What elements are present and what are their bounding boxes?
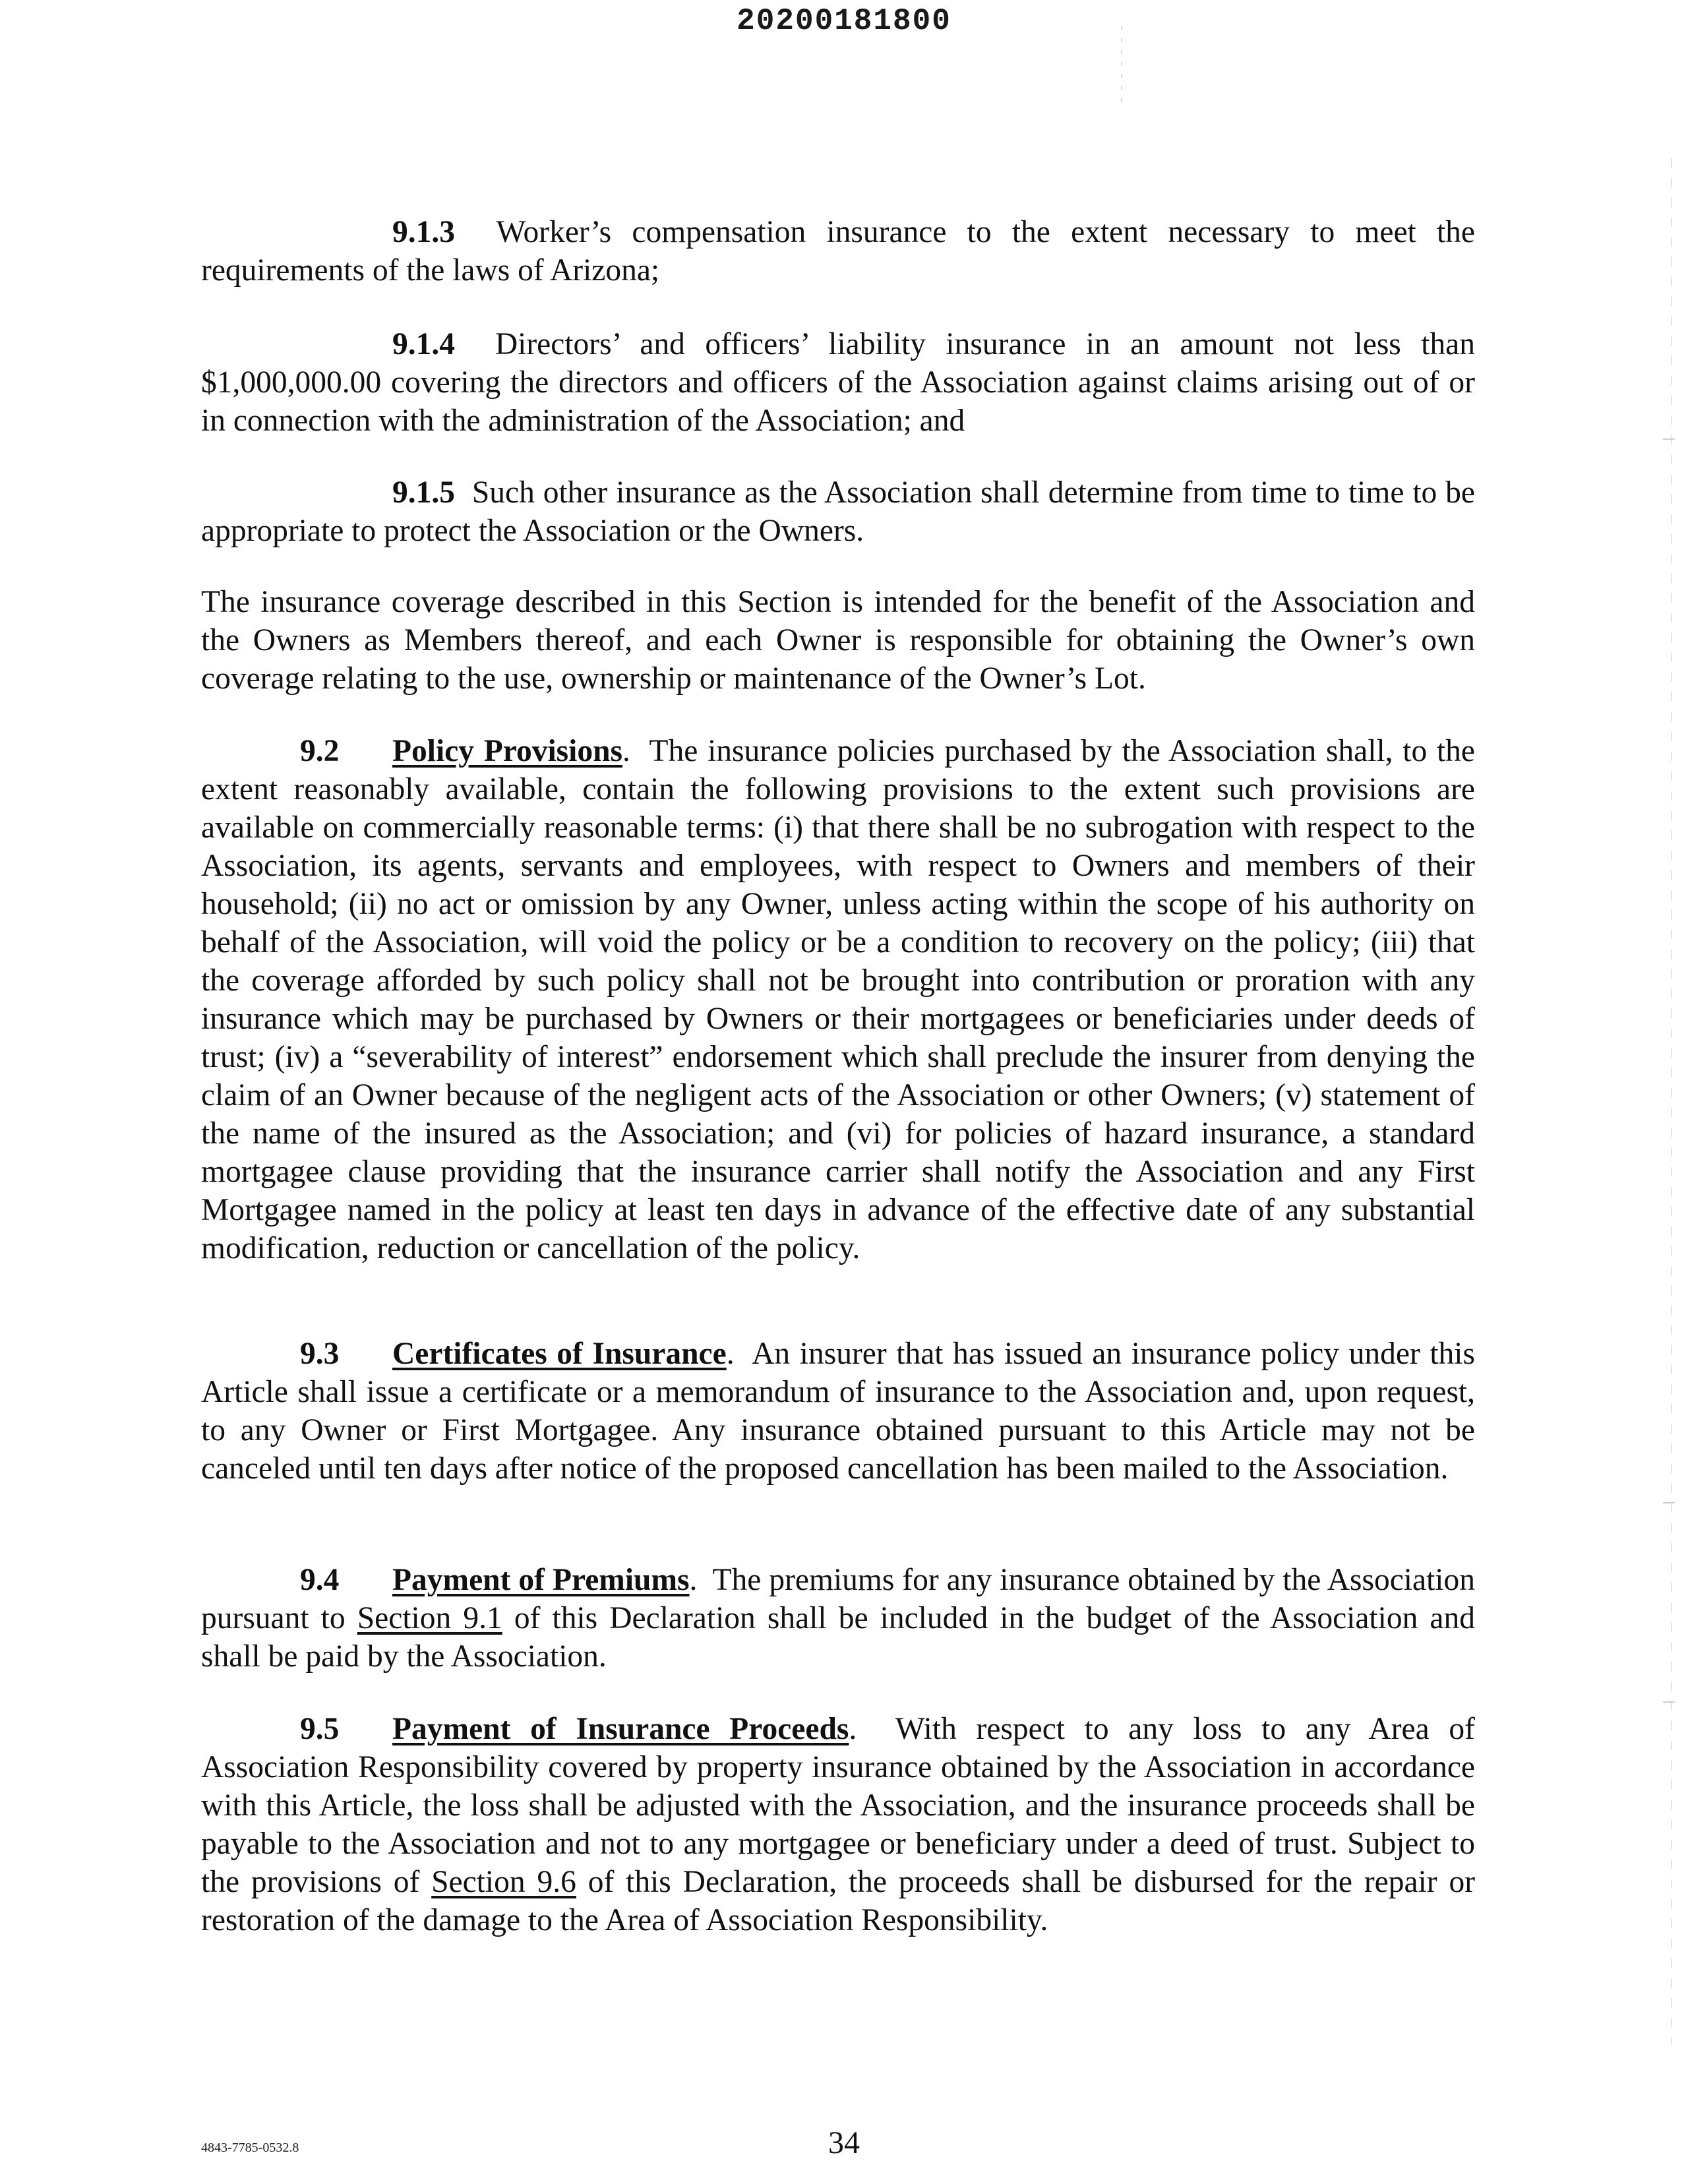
section-title: Policy Provisions xyxy=(392,734,622,768)
cross-reference-link[interactable]: Section 9.6 xyxy=(431,1865,576,1899)
section-text: Directors’ and officers’ liability insurance in an amount not less than $1,000,000.00 covering the directors and officers of the Association against claims arising out of or in connection with the administration of the Association; and xyxy=(201,327,1475,438)
scanner-tick-mark xyxy=(1663,1502,1675,1503)
recording-number: 20200181800 xyxy=(737,4,951,38)
scanner-edge-mark xyxy=(1671,158,1672,2044)
section-text: An insurer that has issued an insurance policy under this Article shall issue a certificate or a memorandum of insurance to the Association and, upon request, to any Owner or First Mortgagee. Any insurance obtained pursuant to this Article may not be canceled until ten days after notice of the proposed cancellation has been mailed to the Association. xyxy=(201,1337,1475,1486)
paragraph-9-1-5 xyxy=(201,473,1475,550)
paragraph-coverage-note xyxy=(201,583,1475,698)
section-number: 9.1.5 xyxy=(392,475,455,510)
paragraph-9-1-3 xyxy=(201,213,1475,289)
document-id: 4843-7785-0532.8 xyxy=(201,2140,299,2155)
scanner-tick-mark xyxy=(1121,26,1122,106)
section-number: 9.4 xyxy=(300,1563,340,1597)
section-title: Certificates of Insurance xyxy=(392,1337,727,1371)
paragraph-9-1-4 xyxy=(201,325,1475,440)
section-title: Payment of Insurance Proceeds xyxy=(392,1712,849,1746)
section-number: 9.3 xyxy=(300,1337,340,1371)
coverage-note-text: The insurance coverage described in this Section is intended for the benefit of the Association and the Owners as Members thereof, and each Owner is responsible for obtaining the Owner’s own coverage relating to the use, ownership or maintenance of the Owner’s Lot. xyxy=(201,585,1475,696)
cross-reference-link[interactable]: Section 9.1 xyxy=(357,1601,502,1635)
paragraph-9-4: 9.4 Payment of Premiums. The premiums for any insurance obtained by the Association pursuant to Section 9.1 of this Declaration shall be included in the budget of the Association and shall be paid by the Association. xyxy=(201,1561,1475,1676)
paragraph-9-5: 9.5 Payment of Insurance Proceeds. With respect to any loss to any Area of Association Responsibility covered by property insurance obtained by the Association in accordance with this Article, the loss shall be adjusted with the Association, and the insurance proceeds shall be payable to the Association and not to any mortgagee or beneficiary under a deed of trust. Subject to the provisions of Section 9.6 of this Declaration, the proceeds shall be disbursed for the repair or restoration of the damage to the Area of Association Responsibility. xyxy=(201,1710,1475,1939)
page-number: 34 xyxy=(828,2125,860,2160)
scanner-tick-mark xyxy=(1663,1701,1675,1703)
scanner-tick-mark xyxy=(1663,439,1675,440)
section-text: The insurance policies purchased by the Association shall, to the extent reasonably available, contain the following provisions to the extent such provisions are available on commercially reasonable terms: (i) that there shall be no subrogation with respect to the Association, its agents, servants and employees, with respect to Owners and members of their household; (ii) no act or omission by any Owner, unless acting within the scope of his authority on behalf of the Association, will void the policy or be a condition to recovery on the policy; (iii) that the coverage afforded by such policy shall not be brought into contribution or proration with any insurance which may be purchased by Owners or their mortgagees or beneficiaries under deeds of trust; (iv) a “severability of interest” endorsement which shall preclude the insurer from denying the claim of an Owner because of the negligent acts of the Association or other Owners; (v) statement of the name of the insured as the Association; and (vi) for policies of hazard insurance, a standard mortgagee clause providing that the insurance carrier shall notify the Association and any First Mortgagee named in the policy at least ten days in advance of the effective date of any substantial modification, reduction or cancellation of the policy. xyxy=(201,734,1475,1265)
section-title: Payment of Premiums xyxy=(392,1563,690,1597)
section-number: 9.2 xyxy=(300,734,340,768)
section-text: Such other insurance as the Association shall determine from time to time to be appropriate to protect the Association or the Owners. xyxy=(201,475,1476,548)
paragraph-9-2: 9.2 Policy Provisions. The insurance policies purchased by the Association shall, to the extent reasonably available, contain the following provisions to the extent such provisions are available on commercially reasonable terms: (i) that there shall be no subrogation with respect to the Association, its agents, servants and employees, with respect to Owners and members of their household; (ii) no act or omission by any Owner, unless acting within the scope of his authority on behalf of the Association, will void the policy or be a condition to recovery on the policy; (iii) that the coverage afforded by such policy shall not be brought into contribution or proration with any insurance which may be purchased by Owners or their mortgagees or beneficiaries under deeds of trust; (iv) a “severability of interest” endorsement which shall preclude the insurer from denying the claim of an Owner because of the negligent acts of the Association or other Owners; (v) statement of the name of the insured as the Association; and (vi) for policies of hazard insurance, a standard mortgagee clause providing that the insurance carrier shall notify the Association and any First Mortgagee named in the policy at least ten days in advance of the effective date of any substantial modification, reduction or cancellation of the policy. xyxy=(201,732,1475,1267)
section-text: With respect to any loss to any Area of Association Responsibility covered by property insurance obtained by the Association in accordance with this Article, the loss shall be adjusted with the Association, and the insurance proceeds shall be payable to the Association and not to any mortgagee or beneficiary under a deed of trust. Subject to the provisions of xyxy=(201,1712,1475,1899)
section-number: 9.1.4 xyxy=(392,327,455,361)
section-text: The premiums for any insurance obtained by the Association pursuant to xyxy=(201,1563,1475,1635)
paragraph-9-3: 9.3 Certificates of Insurance. An insurer that has issued an insurance policy under this Article shall issue a certificate or a memorandum of insurance to the Association and, upon request, to any Owner or First Mortgagee. Any insurance obtained pursuant to this Article may not be canceled until ten days after notice of the proposed cancellation has been mailed to the Association. xyxy=(201,1335,1475,1488)
section-number: 9.5 xyxy=(300,1712,340,1746)
section-text: Worker’s compensation insurance to the extent necessary to meet the requirements of the laws of Arizona; xyxy=(201,215,1475,288)
section-text-continued: of this Declaration, the proceeds shall be disbursed for the repair or restoration of the damage to the Area of Association Responsibility. xyxy=(201,1865,1476,1937)
section-text-continued: of this Declaration shall be included in the budget of the Association and shall be paid by the Association. xyxy=(201,1601,1476,1674)
section-number: 9.1.3 xyxy=(392,215,455,249)
